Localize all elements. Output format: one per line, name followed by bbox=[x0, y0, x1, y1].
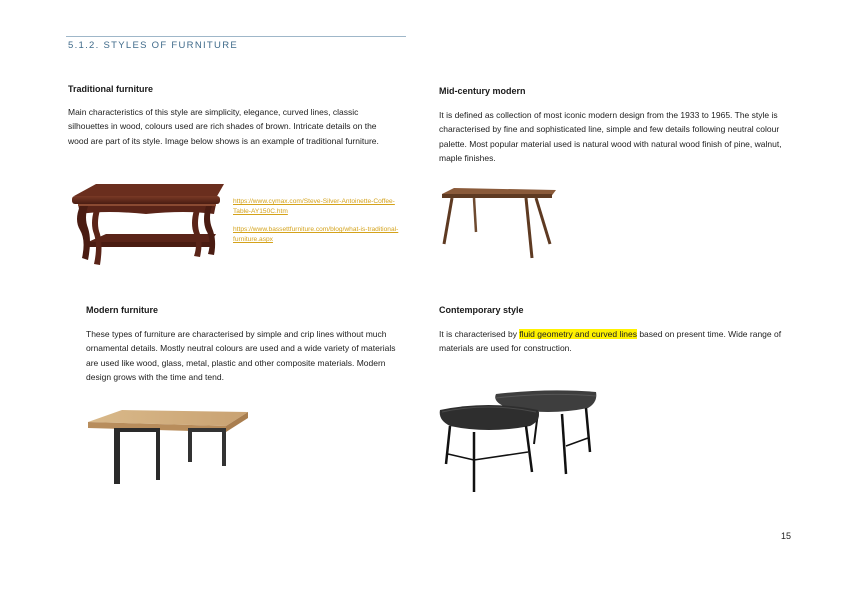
midcentury-title: Mid-century modern bbox=[439, 86, 526, 96]
section-heading: 5.1.2. STYLES OF FURNITURE bbox=[68, 40, 238, 51]
midcentury-table-image bbox=[440, 186, 560, 262]
page-number: 15 bbox=[781, 531, 792, 541]
reference-link-bassett[interactable]: https://www.bassettfurniture.com/blog/what-is-traditional-furniture.aspx bbox=[233, 226, 399, 243]
contemporary-body-start: It is characterised by bbox=[439, 329, 520, 339]
modern-body: These types of furniture are characterised by simple and crip lines without much ornamental details. Mostly neutral colours are used and a wide variety of materials are used like wood, glass, metal, plastic and other composite materials. Modern design grows with the time and tend. bbox=[86, 329, 396, 382]
traditional-title: Traditional furniture bbox=[68, 84, 154, 94]
modern-dining-table-image bbox=[86, 406, 250, 490]
contemporary-body-end: based on present time. Wide range of materials are used for construction. bbox=[439, 329, 782, 354]
heading-rule bbox=[66, 36, 406, 37]
contemporary-title: Contemporary style bbox=[439, 305, 524, 315]
highlighted-phrase: fluid geometry and curved lines bbox=[519, 329, 637, 339]
modern-title: Modern furniture bbox=[86, 305, 158, 315]
traditional-coffee-table-image bbox=[66, 180, 226, 268]
reference-link-cymax[interactable]: https://www.cymax.com/Steve-Silver-Antoinette-Coffee-Table-AY150C.htm bbox=[233, 198, 395, 215]
contemporary-body bbox=[439, 327, 794, 356]
contemporary-nesting-tables-image bbox=[438, 388, 600, 496]
traditional-body: Main characteristics of this style are simplicity, elegance, curved lines, classic silhouettes in wood, colours used are rich shades of brown. Intricate details on the wood are part of its style. Image below shows is an example of traditional furniture. bbox=[68, 107, 379, 146]
reference-links bbox=[233, 197, 408, 253]
midcentury-body: It is defined as collection of most iconic modern design from the 1933 to 1965. The style is characterised by fine and sophisticated line, simple and few details following neutral colour palette. Most popular material used is natural wood with natural wood finish of pine, walnut, maple finishes. bbox=[439, 110, 782, 163]
